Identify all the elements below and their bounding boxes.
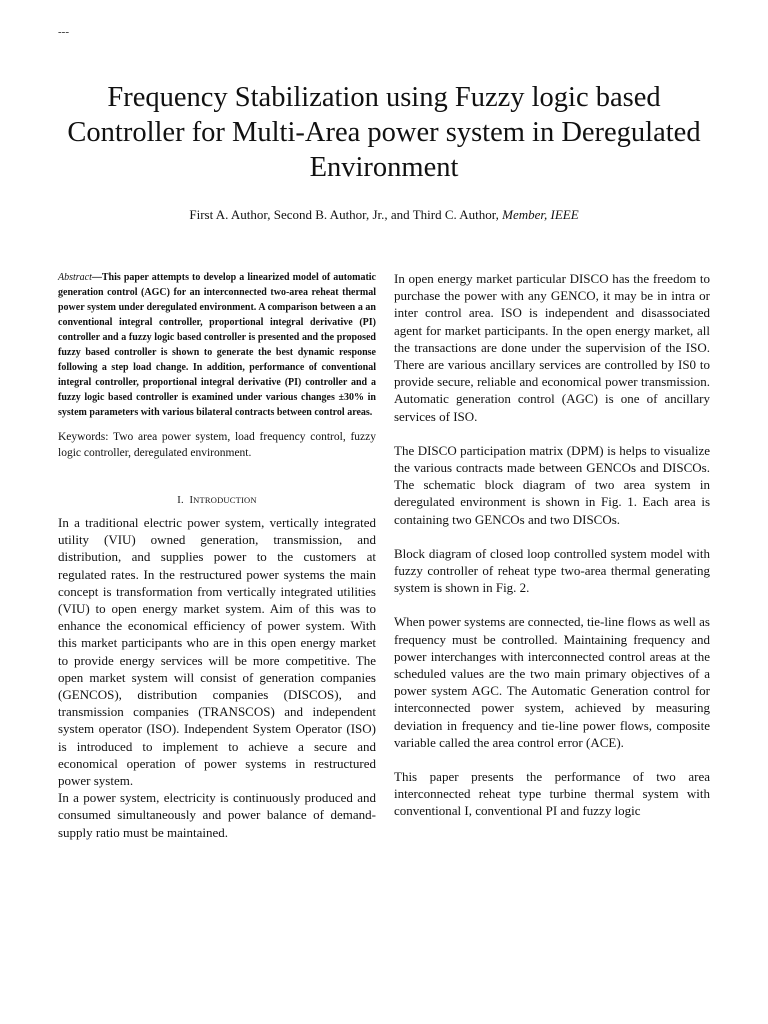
- paper-title: Frequency Stabilization using Fuzzy logic based Controller for Multi-Area power system in Deregulated Environment: [67, 82, 701, 183]
- abstract-dash: —: [91, 272, 102, 283]
- body-paragraph: When power systems are connected, tie-line flows as well as frequency must be controlled. Maintaining frequency and power interchanges with interconnected control areas at the scheduled values are the two main primary objectives of a power system AGC. The Automatic Generation control for interconnected power system, achieved by measuring deviation in frequency and tie-line power flows, composite variable called the area control error (ACE).: [394, 614, 710, 750]
- intro-paragraph: In a traditional electric power system, vertically integrated utility (VIU) owned generation, transmission, and distribution, and supplies power to the customers at regulated rates. In the restructured power systems the main concept is transformation from vertically integrated utilities (VIU) to open energy market system. Aim of this was to enhance the economical efficiency of power system. With this market participants who are in this open energy market to provide energy services will be more competitive. The open market system will consist of generation companies (GENCOS), distribution companies (DISCOS), and transmission companies (TRANSCOS) and independent system operator (ISO). Independent System Operator (ISO) is introduced to implement to achieve a secure and economical operation of power systems in restructured power system.: [58, 515, 376, 789]
- abstract-text: This paper attempts to develop a linearized model of automatic generation control (AGC) for an interconnected two-area reheat thermal power system under deregulated environment. A comparison between a an conventional integral controller, proportional integral derivative (PI) controller and a fuzzy logic based controller is presented and the proposed fuzzy based controller is shown to generate the best dynamic response following a step load change. In addition, performance of conventional integral controller, proportional integral derivative (PI) controller and a fuzzy logic based controller is examined under various changes ±30% in system parameters with various bilateral contracts between control areas.: [58, 272, 376, 418]
- page-marker: ---: [58, 26, 69, 38]
- author-membership: Member, IEEE: [502, 207, 579, 222]
- body-paragraph: The DISCO participation matrix (DPM) is helps to visualize the various contracts made between GENCOs and DISCOs. The schematic block diagram of two area system in deregulated environment is shown in Fig. 1. Each area is containing two GENCOs and two DISCOs.: [394, 442, 710, 527]
- author-line: [60, 207, 708, 223]
- abstract-label: Abstract: [58, 272, 92, 283]
- right-column: [394, 270, 710, 820]
- abstract: [58, 270, 376, 420]
- author-names: First A. Author, Second B. Author, Jr., and Third C. Author,: [189, 207, 499, 222]
- left-column: [58, 270, 376, 841]
- section-title-rest: NTRODUCTION: [193, 495, 257, 505]
- body-paragraph: Block diagram of closed loop controlled system model with fuzzy controller of reheat type two-area thermal generating system is shown in Fig. 2.: [394, 545, 710, 596]
- section-number: I.: [177, 495, 184, 506]
- section-heading-introduction: [58, 495, 376, 506]
- keywords: Keywords: Two area power system, load frequency control, fuzzy logic controller, deregulated environment.: [58, 431, 376, 459]
- body-paragraph: This paper presents the performance of two area interconnected reheat type turbine thermal system with conventional I, conventional PI and fuzzy logic: [394, 769, 710, 819]
- section-title-initial: I: [189, 495, 194, 506]
- intro-paragraph: In a power system, electricity is continuously produced and consumed simultaneously and power balance of demand-supply ratio must be maintained.: [58, 790, 376, 840]
- body-paragraph: In open energy market particular DISCO has the freedom to purchase the power with any GENCO, it may be in intra or inter control area. ISO is independent and disassociated agent for market participants. In the open energy market, all the transactions are done under the supervision of the ISO. There are various ancillary services are controlled by IS0 to provide secure, reliable and economical power transmission. Automatic generation control (AGC) is one of ancillary services of ISO.: [394, 271, 710, 424]
